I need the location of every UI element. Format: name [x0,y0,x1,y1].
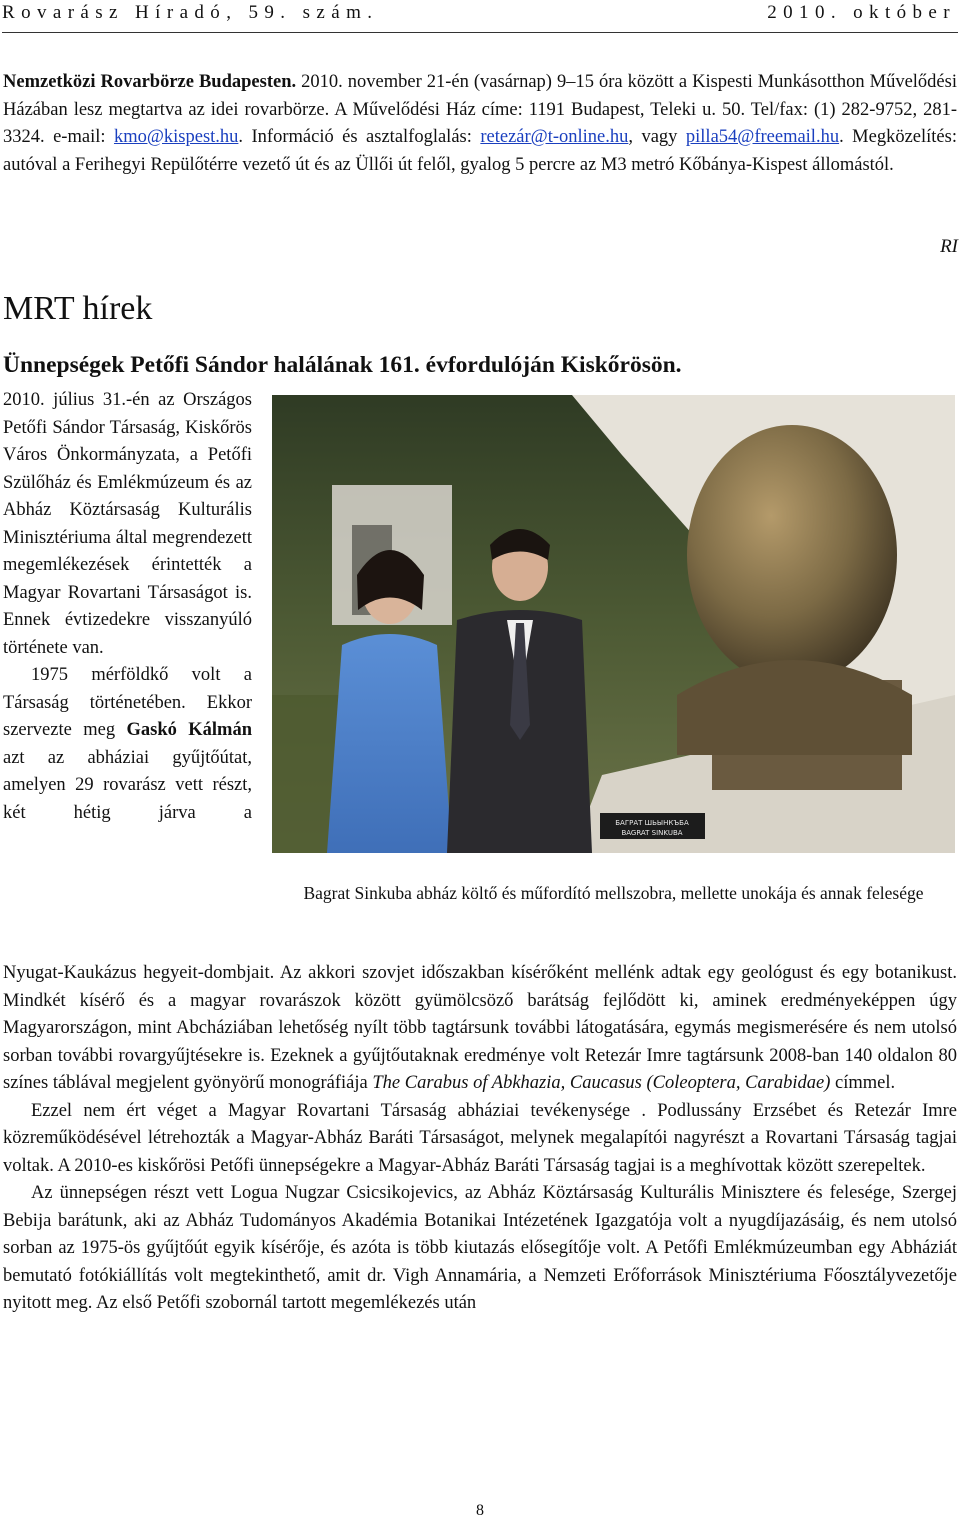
column-paragraph-2 [3,662,252,827]
column-text-2a: 1975 mérföldkő volt a Társaság történetében. Ekkor szervezte meg [3,665,252,740]
email-link-pilla[interactable]: pilla54@freemail.hu [685,127,840,147]
bourse-text-3: , vagy [628,127,686,147]
page-number: 8 [476,1502,484,1519]
body-paragraph-1 [3,960,957,1098]
header-divider [2,32,958,33]
bourse-notice [3,69,957,179]
person-name-gasko: Gaskó Kálmán [126,720,252,740]
plaque-line-1: БАГРАТ ШЬЫНКЪБА [615,819,689,827]
section-title: MRT hírek [3,290,153,327]
article-body [3,960,957,1318]
signature-ri: RI [940,236,958,257]
photo-caption: Bagrat Sinkuba abház költő és műfordító mellszobra, mellette unokája és annak felesége [303,883,924,903]
column-paragraph-1 [3,387,252,662]
bourse-paragraph [3,69,957,179]
body-paragraph-2: Ezzel nem ért véget a Magyar Rovartani Társaság abháziai tevékenysége . Podlussány Erzsébet és Retezár Imre közreműködésével létrehozták a Magyar-Abház Baráti Társaságot, melynek megalapítói nagyrészt a Rovartani Társaság tagjai voltak. A 2010-es kiskőrösi Petőfi ünnepségekre a Magyar-Abház Baráti Társaság tagjai is a meghívottak között szerepeltek. [3,1100,957,1176]
photo-illustration [272,395,955,853]
email-link-kmo[interactable]: kmo@kispest.hu [113,127,239,147]
article-photo [272,395,955,853]
plaque-line-2: BAGRAT SINKUBA [621,829,683,837]
body-text-1: Nyugat-Kaukázus hegyeit-dombjait. Az akkori szovjet időszakban kísérőként mellénk adtak egy geológust és egy botanikust. Mindkét kísérő és a magyar rovarászok között gyümölcsöző barátság fejlődött ki, aminek eredményeképpen úgy Magyarországon, mint Abcháziában lehetőség nyílt több tagtársunk további látogatására, egymás megismerésére és nem utolsó sorban további rovargyűjtésekre is. Ezeknek a gyűjtőutaknak eredménye volt Retezár Imre tagtársunk 2008-ban 140 oldalon 80 színes táblával megjelent gyönyörű monográfiája [3,963,957,1093]
article-left-column [3,387,252,827]
column-text-2b: azt az abháziai gyűjtőútat, amelyen 29 rovarász vett részt, két hétig járva a [3,747,252,823]
column-text-1: 2010. július 31.-én az Országos Petőfi Sándor Társaság, Kiskőrös Város Önkormányzata, a Petőfi Szülőház és Emlékmúzeum és az Abház Köztársaság Kulturális Minisztériuma által megrendezett megemlékezések érintették a Magyar Rovartani Társaságot is. Ennek évtizedekre visszanyúló története van. [3,390,252,658]
monograph-title: The Carabus of Abkhazia, Caucasus (Coleoptera, Carabidae) [372,1073,831,1093]
header-journal-title: Rovarász Híradó, 59. szám. [2,2,379,23]
article-title: Ünnepségek Petőfi Sándor halálának 161. évfordulóján Kiskőrösön. [3,352,682,378]
bourse-title: Nemzetközi Rovarbörze Budapesten. [3,72,297,92]
header-date: 2010. október [767,2,956,23]
body-text-1-end: címmel. [830,1073,896,1093]
email-link-retezar[interactable]: retezár@t-online.hu [480,127,629,147]
bourse-text-2: . Információ és asztalfoglalás: [238,127,481,147]
body-paragraph-3: Az ünnepségen részt vett Logua Nugzar Csicsikojevics, az Abház Köztársaság Kulturális Minisztere és felesége, Szergej Bebija barátunk, aki az Abház Tudományos Akadémia Botanikai Intézetének Igazgatója volt a nyugdíjazásáig, és nem utolsó sorban az 1975-ös gyűjtőút egyik kísérője, és azóta is több kiutazás elősegítője volt. A Petőfi Emlékmúzeumban egy Abháziát bemutató fotókiállítás volt megtekinthető, amit dr. Vigh Annamária, a Nemzeti Erőforrások Minisztériuma Főosztályvezetője nyitott meg. Az első Petőfi szobornál tartott megemlékezés után [3,1183,957,1313]
bourse-text-1: 2010. november 21-én (vasárnap) 9–15 óra között a Kispesti Munkásotthon Művelődési Házában lesz megtartva az idei rovarbörze. A Művelődési Ház címe: 1191 Budapest, Teleki u. 50. Tel/fax: (1) 282-9752, 281-3324. e-mail: [3,72,957,147]
bourse-text-4: . Megközelítés: autóval a Ferihegyi Repülőtérre vezető út és az Üllői út felől, gyalog 5 percre az M3 metró Kőbánya-Kispest állomástól. [3,127,957,175]
running-header [2,2,956,26]
